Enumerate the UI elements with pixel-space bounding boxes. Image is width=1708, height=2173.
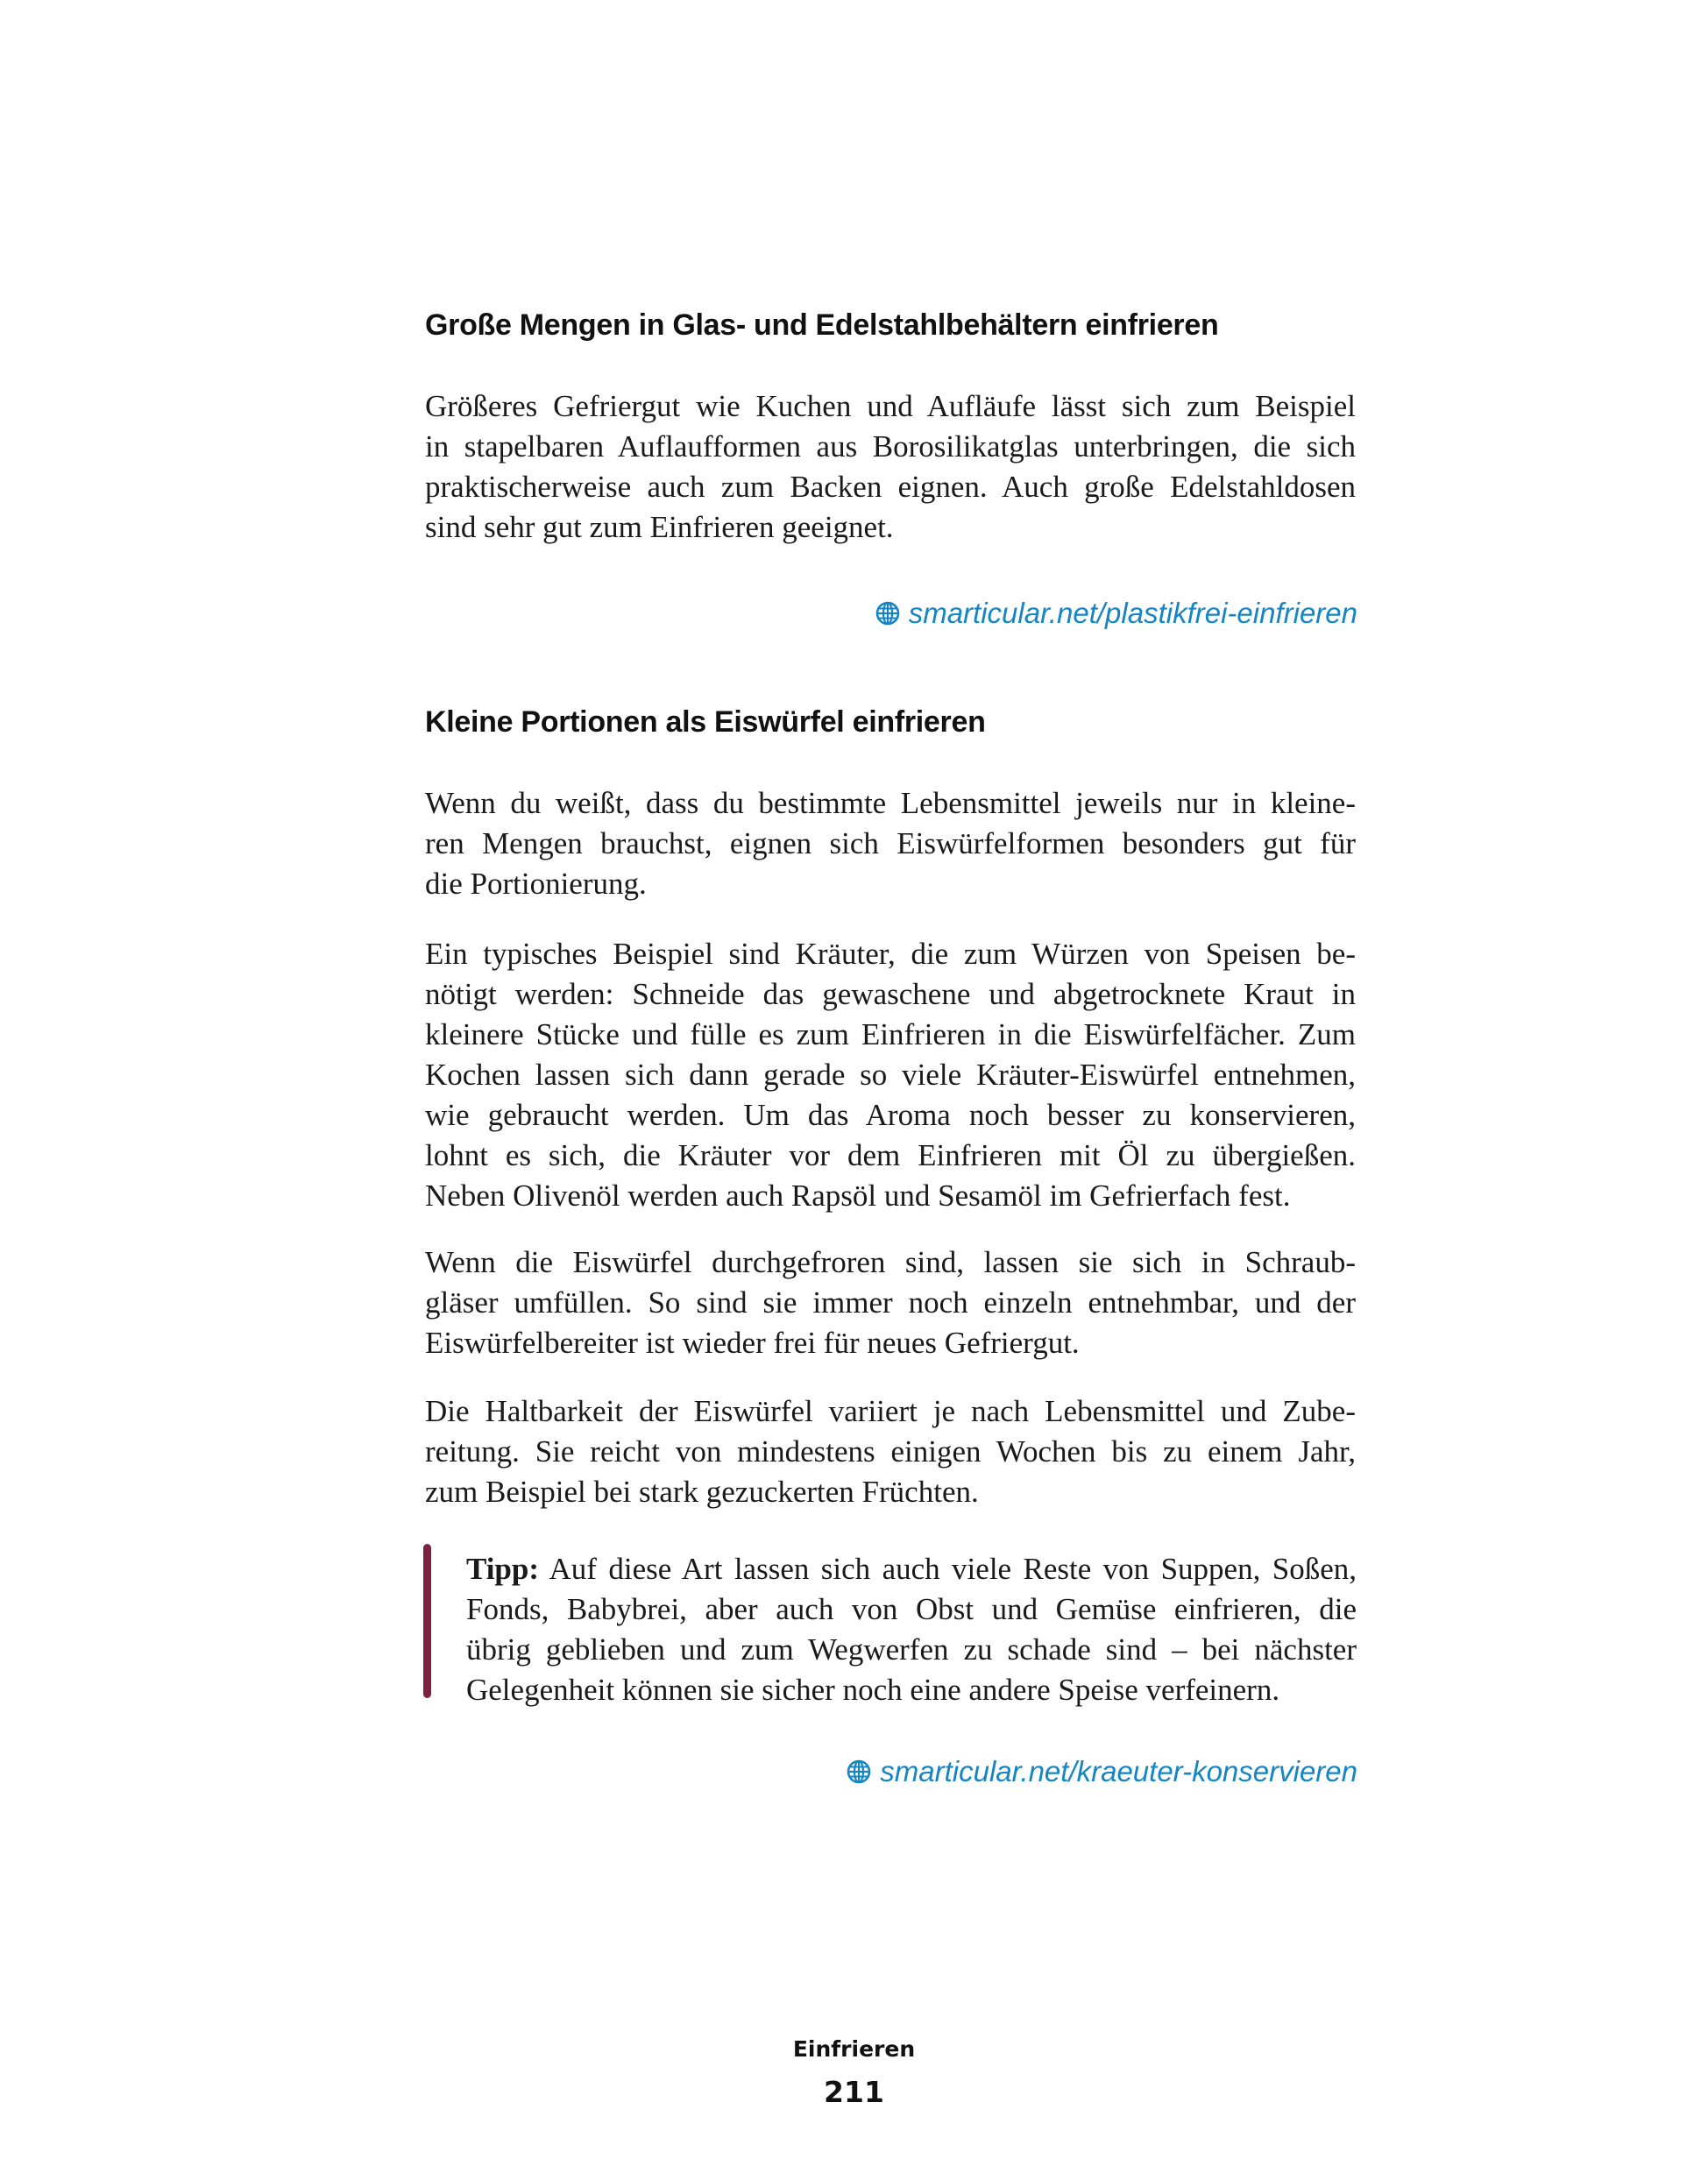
paragraph-shelf-life [425,1391,1356,1512]
text-line: Neben Olivenöl werden auch Rapsöl und Sesamöl im Gefrierfach fest. [425,1179,1291,1213]
globe-icon [847,1759,871,1784]
text-line: Gelegenheit können sie sicher noch eine andere Speise verfeinern. [466,1673,1280,1707]
tip-text [466,1549,1357,1710]
footer-chapter-title: Einfrieren [792,2036,916,2062]
paragraph-transfer-jars [425,1242,1356,1363]
text-line: nötigt werden: Schneide das gewaschene und abgetrocknete Kraut in [425,977,1356,1011]
page-number: 211 [824,2075,884,2109]
text-line: praktischerweise auch zum Backen eignen. Auch große Edelstahldosen [425,470,1356,504]
text-line: Kochen lassen sich dann gerade so viele Kräuter-Eiswürfel entnehmen, [425,1058,1356,1092]
paragraph-large-containers [425,386,1356,548]
text-line: Eiswürfelbereiter ist wieder frei für neues Gefriergut. [425,1326,1080,1360]
text-line: übrig geblieben und zum Wegwerfen zu schade sind – bei nächster [466,1632,1357,1667]
text-line: Wenn du weißt, dass du bestimmte Lebensmittel jeweils nur in kleine- [425,786,1356,820]
text-line: Die Haltbarkeit der Eiswürfel variiert je nach Lebensmittel und Zube- [425,1394,1356,1428]
text-line: Wenn die Eiswürfel durchgefroren sind, lassen sie sich in Schraub- [425,1245,1356,1279]
text-line [466,1549,1357,1589]
tip-accent-bar [423,1544,431,1698]
globe-icon [875,601,900,626]
paragraph-portioning [425,783,1356,904]
text-line: die Portionierung. [425,867,647,901]
section-heading-ice-cubes: Kleine Portionen als Eiswürfel einfrieren [425,705,986,739]
text-line: gläser umfüllen. So sind sie immer noch einzeln entnehmbar, und der [425,1285,1356,1320]
text-line: Größeres Gefriergut wie Kuchen und Aufläufe lässt sich zum Beispiel [425,389,1356,423]
text-line: lohnt es sich, die Kräuter vor dem Einfrieren mit Öl zu übergießen. [425,1138,1356,1172]
text-line: Fonds, Babybrei, aber auch von Obst und Gemüse einfrieren, die [466,1592,1357,1626]
section-heading-large-containers: Große Mengen in Glas- und Edelstahlbehältern einfrieren [425,308,1219,342]
text-line: sind sehr gut zum Einfrieren geeignet. [425,510,894,544]
text-line: in stapelbaren Auflaufformen aus Borosilikatglas unterbringen, die sich [425,429,1356,464]
text-line: Ein typisches Beispiel sind Kräuter, die zum Würzen von Speisen be- [425,937,1356,971]
paragraph-herbs [425,934,1356,1216]
text-line: wie gebraucht werden. Um das Aroma noch besser zu konservieren, [425,1098,1356,1132]
text-line: kleinere Stücke und fülle es zum Einfrieren in die Eiswürfelfächer. Zum [425,1017,1356,1051]
text-line: ren Mengen brauchst, eignen sich Eiswürfelformen besonders gut für [425,826,1356,860]
text-line: reitung. Sie reicht von mindestens einigen Wochen bis zu einem Jahr, [425,1434,1356,1469]
link-kraeuter-konservieren[interactable] [847,1754,1357,1789]
text-line: zum Beispiel bei stark gezuckerten Früchten. [425,1475,979,1509]
tip-box [423,1544,1357,1707]
tip-first-line: Auf diese Art lassen sich auch viele Reste von Suppen, Soßen, [539,1552,1357,1586]
link-plastikfrei-einfrieren[interactable] [875,596,1357,631]
tip-label: Tipp: [466,1552,540,1586]
link-text: smarticular.net/plastikfrei-einfrieren [908,597,1357,629]
link-text: smarticular.net/kraeuter-konservieren [880,1755,1357,1787]
